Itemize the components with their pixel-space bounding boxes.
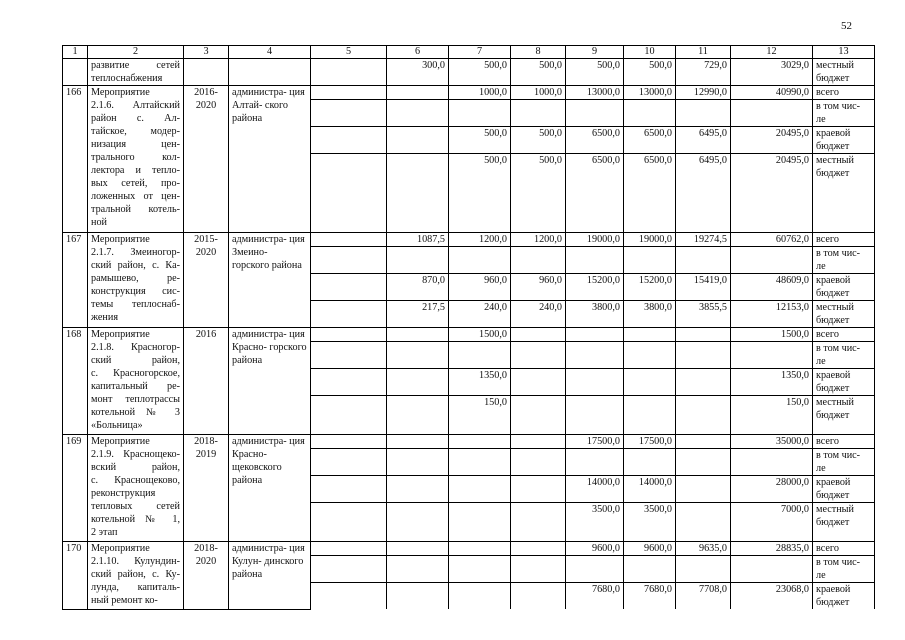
value-cell [566, 556, 624, 583]
activity-description [88, 86, 184, 233]
value-cell: 48609,0 [731, 274, 813, 301]
value-cell: 500,0 [511, 127, 566, 154]
value-cell: 7680,0 [566, 583, 624, 610]
value-cell: 500,0 [449, 127, 511, 154]
table-row [63, 328, 875, 342]
funding-source: всего [813, 328, 875, 342]
value-cell [676, 435, 731, 449]
activity-description [88, 328, 184, 435]
value-cell [511, 435, 566, 449]
funding-source: краевой бюджет [813, 274, 875, 301]
table-cell [311, 556, 387, 583]
description-line: район с. Ал- [91, 113, 180, 124]
description-line: ский район, [91, 355, 180, 366]
value-cell [449, 583, 511, 610]
description-line: монт теплотрассы [91, 394, 180, 405]
description-line: рамышево, ре- [91, 273, 180, 284]
value-cell [449, 503, 511, 542]
value-cell: 7000,0 [731, 503, 813, 542]
value-cell [511, 369, 566, 396]
description-line: лектора и тепло- [91, 165, 180, 176]
value-cell [449, 100, 511, 127]
funding-source: местный бюджет [813, 503, 875, 542]
value-cell [731, 556, 813, 583]
column-header: 2 [88, 46, 184, 59]
value-cell: 1200,0 [511, 233, 566, 247]
value-cell [387, 435, 449, 449]
value-cell [676, 449, 731, 476]
years-cell: 2015- 2020 [184, 233, 229, 328]
table-cell [311, 154, 387, 233]
value-cell: 3029,0 [731, 59, 813, 86]
value-cell [676, 396, 731, 435]
value-cell [676, 342, 731, 369]
value-cell [676, 100, 731, 127]
value-cell: 9600,0 [566, 542, 624, 556]
description-line: 2.1.8. Красногор- [91, 342, 180, 353]
table-cell [311, 583, 387, 610]
value-cell: 3500,0 [624, 503, 676, 542]
funding-source: в том чис- ле [813, 449, 875, 476]
value-cell: 35000,0 [731, 435, 813, 449]
table-cell [311, 476, 387, 503]
value-cell: 150,0 [449, 396, 511, 435]
row-number: 166 [63, 86, 88, 233]
description-line: «Больница» [91, 420, 143, 431]
value-cell [511, 328, 566, 342]
description-line: 2.1.6. Алтайский [91, 100, 180, 111]
value-cell [511, 542, 566, 556]
value-cell [511, 476, 566, 503]
column-header: 8 [511, 46, 566, 59]
value-cell: 500,0 [449, 154, 511, 233]
funding-source: всего [813, 435, 875, 449]
description-line: с. Красногорское, [91, 368, 180, 379]
value-cell [387, 328, 449, 342]
description-line: капитальный ре- [91, 381, 180, 392]
value-cell [387, 503, 449, 542]
value-cell: 729,0 [676, 59, 731, 86]
value-cell [511, 556, 566, 583]
value-cell: 1200,0 [449, 233, 511, 247]
value-cell: 17500,0 [624, 435, 676, 449]
value-cell [676, 556, 731, 583]
description-line: тральной котель- [91, 204, 180, 215]
description-line: реконструкция [91, 488, 156, 499]
value-cell [387, 449, 449, 476]
table-cell [311, 247, 387, 274]
value-cell [387, 542, 449, 556]
column-header: 7 [449, 46, 511, 59]
value-cell: 500,0 [449, 59, 511, 86]
table-row [63, 86, 875, 100]
table-row [63, 59, 875, 86]
value-cell: 6500,0 [624, 127, 676, 154]
description-line: вых сетей, про- [91, 178, 180, 189]
value-cell [511, 503, 566, 542]
value-cell: 15419,0 [676, 274, 731, 301]
funding-source: в том чис- ле [813, 342, 875, 369]
value-cell: 6500,0 [566, 127, 624, 154]
value-cell: 217,5 [387, 301, 449, 328]
value-cell: 300,0 [387, 59, 449, 86]
row-number: 170 [63, 542, 88, 610]
description-line: конструкция сис- [91, 286, 180, 297]
value-cell [731, 100, 813, 127]
value-cell: 20495,0 [731, 154, 813, 233]
table-row [63, 542, 875, 556]
value-cell [566, 449, 624, 476]
value-cell [731, 247, 813, 274]
value-cell [449, 449, 511, 476]
funding-source: местный бюджет [813, 154, 875, 233]
value-cell [449, 435, 511, 449]
table-cell [311, 435, 387, 449]
description-line: с. Краснощеково, [91, 475, 180, 486]
value-cell: 1087,5 [387, 233, 449, 247]
value-cell: 13000,0 [566, 86, 624, 100]
value-cell: 28000,0 [731, 476, 813, 503]
value-cell: 9635,0 [676, 542, 731, 556]
program-activities-table [62, 45, 875, 610]
row-number: 168 [63, 328, 88, 435]
table-cell [311, 100, 387, 127]
funding-source: всего [813, 86, 875, 100]
row-number [63, 59, 88, 86]
value-cell [387, 247, 449, 274]
value-cell [511, 247, 566, 274]
description-line: вский район, [91, 462, 180, 473]
value-cell [387, 100, 449, 127]
description-line: теплоснабжения [91, 73, 163, 84]
value-cell: 14000,0 [566, 476, 624, 503]
years-cell: 2018- 2019 [184, 435, 229, 542]
table-cell [311, 503, 387, 542]
value-cell: 3500,0 [566, 503, 624, 542]
value-cell [449, 342, 511, 369]
value-cell: 12153,0 [731, 301, 813, 328]
description-line: ный ремонт ко- [91, 595, 158, 606]
column-header: 11 [676, 46, 731, 59]
value-cell [387, 583, 449, 610]
value-cell [566, 247, 624, 274]
value-cell: 6495,0 [676, 127, 731, 154]
table-cell [311, 274, 387, 301]
column-header: 12 [731, 46, 813, 59]
description-line: тепловых сетей [91, 501, 180, 512]
description-line: ский район, с. Ку- [91, 569, 180, 580]
description-line: тайское, модер- [91, 126, 180, 137]
description-line: Мероприятие [91, 234, 150, 245]
table-cell [311, 542, 387, 556]
funding-source: в том чис- ле [813, 556, 875, 583]
description-line: 2 этап [91, 527, 118, 538]
description-line: Мероприятие [91, 436, 150, 447]
value-cell: 15200,0 [566, 274, 624, 301]
executor-cell: администра- ция Красно- горского района [229, 328, 311, 435]
description-line: 2.1.7. Змеиногор- [91, 247, 180, 258]
value-cell [511, 583, 566, 610]
description-line: лунда, капиталь- [91, 582, 180, 593]
table-row [63, 435, 875, 449]
table-cell [311, 233, 387, 247]
description-line: ной [91, 217, 107, 228]
table-row [63, 233, 875, 247]
value-cell [387, 127, 449, 154]
value-cell [449, 247, 511, 274]
value-cell [387, 154, 449, 233]
value-cell: 40990,0 [731, 86, 813, 100]
description-line: Мероприятие [91, 543, 150, 554]
funding-source: в том чис- ле [813, 100, 875, 127]
column-header: 13 [813, 46, 875, 59]
value-cell [624, 247, 676, 274]
column-header: 10 [624, 46, 676, 59]
value-cell [676, 369, 731, 396]
value-cell: 23068,0 [731, 583, 813, 610]
value-cell: 500,0 [566, 59, 624, 86]
value-cell [624, 342, 676, 369]
value-cell: 500,0 [624, 59, 676, 86]
description-line: развитие сетей [91, 60, 180, 71]
years-cell: 2016- 2020 [184, 86, 229, 233]
description-line: темы теплоснаб- [91, 299, 180, 310]
value-cell: 1500,0 [449, 328, 511, 342]
value-cell: 1500,0 [731, 328, 813, 342]
table-cell [311, 449, 387, 476]
description-line: Мероприятие [91, 87, 150, 98]
value-cell: 1350,0 [449, 369, 511, 396]
value-cell: 28835,0 [731, 542, 813, 556]
table-body [63, 46, 875, 610]
years-cell [184, 59, 229, 86]
value-cell: 15200,0 [624, 274, 676, 301]
table-cell [311, 59, 387, 86]
value-cell: 960,0 [511, 274, 566, 301]
executor-cell [229, 59, 311, 86]
value-cell: 20495,0 [731, 127, 813, 154]
value-cell [624, 100, 676, 127]
funding-source: краевой бюджет [813, 127, 875, 154]
value-cell [731, 449, 813, 476]
executor-cell: администра- ция Красно- щековского района [229, 435, 311, 542]
value-cell [566, 328, 624, 342]
value-cell [566, 100, 624, 127]
column-header: 4 [229, 46, 311, 59]
value-cell [449, 542, 511, 556]
value-cell: 12990,0 [676, 86, 731, 100]
funding-source: всего [813, 542, 875, 556]
value-cell: 3855,5 [676, 301, 731, 328]
value-cell: 3800,0 [566, 301, 624, 328]
description-line: ский район, с. Ка- [91, 260, 180, 271]
value-cell [624, 328, 676, 342]
value-cell: 7708,0 [676, 583, 731, 610]
table-cell [311, 328, 387, 342]
value-cell [387, 342, 449, 369]
value-cell: 240,0 [511, 301, 566, 328]
value-cell [449, 556, 511, 583]
executor-cell: администра- ция Змеино- горского района [229, 233, 311, 328]
table-cell [311, 127, 387, 154]
value-cell [511, 342, 566, 369]
description-line: трального кол- [91, 152, 180, 163]
value-cell [566, 369, 624, 396]
activity-description [88, 59, 184, 86]
value-cell [449, 476, 511, 503]
value-cell: 500,0 [511, 59, 566, 86]
column-number-row [63, 46, 875, 59]
funding-source: краевой бюджет [813, 583, 875, 610]
value-cell [566, 342, 624, 369]
table-cell [311, 301, 387, 328]
description-line: жения [91, 312, 119, 323]
funding-source: всего [813, 233, 875, 247]
funding-source: местный бюджет [813, 396, 875, 435]
value-cell: 6500,0 [624, 154, 676, 233]
value-cell [624, 369, 676, 396]
column-header: 9 [566, 46, 624, 59]
executor-cell: администра- ция Кулун- динского района [229, 542, 311, 610]
value-cell: 150,0 [731, 396, 813, 435]
value-cell [566, 396, 624, 435]
activity-description [88, 435, 184, 542]
description-line: Мероприятие [91, 329, 150, 340]
description-line: 2.1.10. Кулундин- [91, 556, 180, 567]
description-line: низация цен- [91, 139, 180, 150]
value-cell: 17500,0 [566, 435, 624, 449]
years-cell: 2018- 2020 [184, 542, 229, 610]
value-cell: 19274,5 [676, 233, 731, 247]
description-line: 2.1.9. Краснощеко- [91, 449, 180, 460]
value-cell: 500,0 [511, 154, 566, 233]
value-cell [387, 86, 449, 100]
value-cell [676, 503, 731, 542]
value-cell [624, 449, 676, 476]
value-cell: 870,0 [387, 274, 449, 301]
value-cell [676, 328, 731, 342]
column-header: 5 [311, 46, 387, 59]
value-cell: 19000,0 [624, 233, 676, 247]
value-cell: 60762,0 [731, 233, 813, 247]
value-cell: 960,0 [449, 274, 511, 301]
row-number: 169 [63, 435, 88, 542]
value-cell [511, 396, 566, 435]
value-cell: 19000,0 [566, 233, 624, 247]
description-line: котельной № 3 [91, 407, 180, 418]
value-cell: 6495,0 [676, 154, 731, 233]
value-cell [387, 369, 449, 396]
column-header: 1 [63, 46, 88, 59]
page-number: 52 [841, 20, 852, 32]
years-cell: 2016 [184, 328, 229, 435]
value-cell [731, 342, 813, 369]
value-cell [624, 556, 676, 583]
row-number: 167 [63, 233, 88, 328]
activity-description [88, 542, 184, 610]
value-cell [676, 247, 731, 274]
value-cell: 7680,0 [624, 583, 676, 610]
description-line: ложенных от цен- [91, 191, 180, 202]
value-cell: 9600,0 [624, 542, 676, 556]
funding-source: краевой бюджет [813, 369, 875, 396]
value-cell: 1000,0 [511, 86, 566, 100]
activity-description [88, 233, 184, 328]
table-cell [311, 396, 387, 435]
value-cell: 13000,0 [624, 86, 676, 100]
value-cell: 14000,0 [624, 476, 676, 503]
table-cell [311, 342, 387, 369]
funding-source: местный бюджет [813, 59, 875, 86]
value-cell: 1350,0 [731, 369, 813, 396]
value-cell: 1000,0 [449, 86, 511, 100]
executor-cell: администра- ция Алтай- ского района [229, 86, 311, 233]
description-line: котельной № 1, [91, 514, 180, 525]
column-header: 3 [184, 46, 229, 59]
funding-source: в том чис- ле [813, 247, 875, 274]
value-cell [387, 476, 449, 503]
funding-source: местный бюджет [813, 301, 875, 328]
funding-source: краевой бюджет [813, 476, 875, 503]
value-cell [676, 476, 731, 503]
value-cell [387, 556, 449, 583]
value-cell [624, 396, 676, 435]
column-header: 6 [387, 46, 449, 59]
table-cell [311, 369, 387, 396]
table-cell [311, 86, 387, 100]
value-cell: 6500,0 [566, 154, 624, 233]
value-cell [511, 100, 566, 127]
value-cell [511, 449, 566, 476]
value-cell [387, 396, 449, 435]
value-cell: 3800,0 [624, 301, 676, 328]
value-cell: 240,0 [449, 301, 511, 328]
